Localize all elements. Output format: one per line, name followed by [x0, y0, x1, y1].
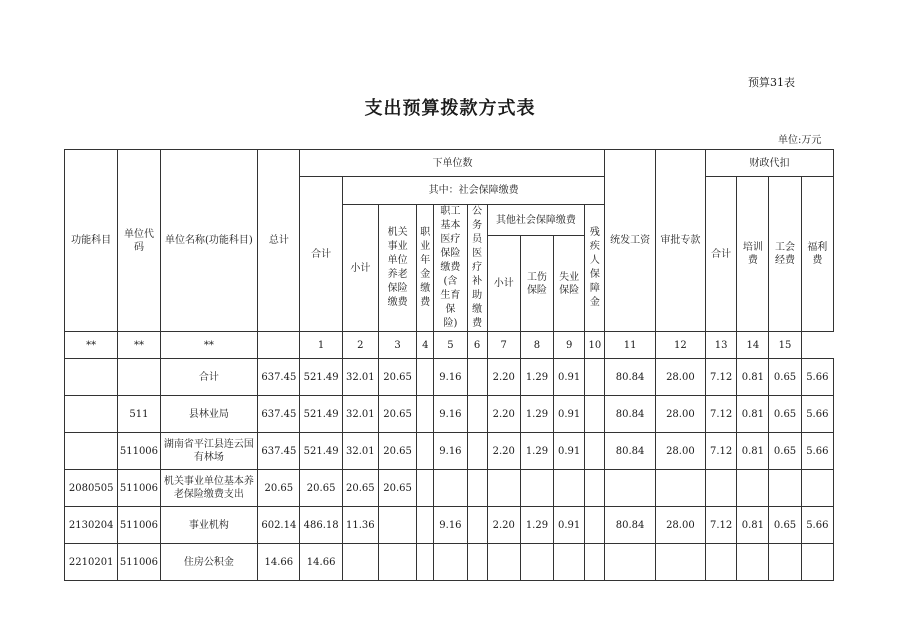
- table-cell: 20.65: [258, 470, 300, 507]
- header-annuity: 职业年金缴费: [417, 205, 434, 332]
- table-cell: [769, 544, 801, 581]
- table-cell: 486.18: [300, 507, 342, 544]
- table-cell: 637.45: [258, 359, 300, 396]
- table-cell: 5.66: [801, 359, 833, 396]
- table-cell: 32.01: [342, 396, 378, 433]
- table-cell: 20.65: [300, 470, 342, 507]
- table-cell: [585, 433, 605, 470]
- table-cell: 9.16: [434, 507, 467, 544]
- table-row: [65, 359, 834, 396]
- table-cell: 32.01: [342, 433, 378, 470]
- table-cell: [378, 544, 416, 581]
- table-cell: [467, 507, 487, 544]
- table-cell: [118, 359, 160, 396]
- table-cell: 0.91: [554, 433, 585, 470]
- header-pension: 机关事业单位养老保险缴费: [378, 205, 416, 332]
- table-cell: 0.65: [769, 359, 801, 396]
- index-cell: [258, 332, 300, 359]
- table-cell: 7.12: [706, 396, 737, 433]
- table-cell: 20.65: [378, 470, 416, 507]
- table-cell: [520, 544, 553, 581]
- table-cell: 9.16: [434, 433, 467, 470]
- index-cell: 1: [300, 332, 342, 359]
- table-cell: [487, 470, 520, 507]
- header-welfare: 福利费: [801, 177, 833, 332]
- table-cell: 511006: [118, 433, 160, 470]
- table-cell: 637.45: [258, 396, 300, 433]
- budget-table: [64, 149, 834, 581]
- index-cell: 11: [605, 332, 655, 359]
- table-cell: [706, 544, 737, 581]
- index-cell: 8: [520, 332, 553, 359]
- table-cell: [585, 507, 605, 544]
- table-cell: 7.12: [706, 507, 737, 544]
- table-body: [65, 359, 834, 581]
- unit-label: 单位:万元: [778, 135, 822, 146]
- table-cell: 5.66: [801, 433, 833, 470]
- table-cell: 28.00: [655, 507, 705, 544]
- table-cell: 28.00: [655, 396, 705, 433]
- table-cell: 1.29: [520, 359, 553, 396]
- table-cell: 0.81: [737, 433, 769, 470]
- table-cell: 0.91: [554, 396, 585, 433]
- header-total: 总计: [258, 150, 300, 332]
- header-unemployment: 失业保险: [554, 236, 585, 332]
- table-cell: [417, 433, 434, 470]
- table-row: [65, 470, 834, 507]
- table-cell: 521.49: [300, 433, 342, 470]
- header-unit-code: 单位代码: [118, 150, 160, 332]
- header-medical: 职工基本医疗保险缴费(含生育保险): [434, 205, 467, 332]
- table-cell: 2080505: [65, 470, 118, 507]
- table-cell: 0.81: [737, 396, 769, 433]
- table-cell: [706, 470, 737, 507]
- index-cell: 9: [554, 332, 585, 359]
- table-cell: 511006: [118, 470, 160, 507]
- table-cell: [417, 396, 434, 433]
- table-cell: 20.65: [378, 396, 416, 433]
- header-fw-total: 合计: [706, 177, 737, 332]
- table-cell: 11.36: [342, 507, 378, 544]
- table-cell: 2210201: [65, 544, 118, 581]
- table-cell: [487, 544, 520, 581]
- header-func-code: 功能科目: [65, 150, 118, 332]
- header-disability: 残疾人保障金: [585, 205, 605, 332]
- table-cell: [417, 507, 434, 544]
- table-cell: 2130204: [65, 507, 118, 544]
- table-cell: [801, 470, 833, 507]
- table-cell: [655, 544, 705, 581]
- table-cell: [554, 470, 585, 507]
- table-cell: 县林业局: [160, 396, 258, 433]
- index-cell: 14: [737, 332, 769, 359]
- header-ss-subtotal: 小计: [342, 205, 378, 332]
- form-number: 预算31表: [748, 76, 795, 89]
- index-cell: 13: [706, 332, 737, 359]
- table-cell: [378, 507, 416, 544]
- table-cell: 7.12: [706, 433, 737, 470]
- table-row: [65, 544, 834, 581]
- table-cell: [520, 470, 553, 507]
- table-cell: [434, 470, 467, 507]
- table-cell: [417, 359, 434, 396]
- table-cell: 9.16: [434, 359, 467, 396]
- table-cell: 5.66: [801, 396, 833, 433]
- table-cell: 80.84: [605, 359, 655, 396]
- header-union: 工会经费: [769, 177, 801, 332]
- table-cell: [585, 470, 605, 507]
- table-cell: [467, 544, 487, 581]
- index-cell: 6: [467, 332, 487, 359]
- table-cell: 637.45: [258, 433, 300, 470]
- table-row: [65, 433, 834, 470]
- table-cell: 28.00: [655, 433, 705, 470]
- table-cell: 0.81: [737, 507, 769, 544]
- table-cell: 住房公积金: [160, 544, 258, 581]
- index-cell: **: [65, 332, 118, 359]
- table-cell: 1.29: [520, 433, 553, 470]
- table-cell: [554, 544, 585, 581]
- index-cell: 4: [417, 332, 434, 359]
- header-unified-salary: 统发工资: [605, 150, 655, 332]
- table-cell: [737, 470, 769, 507]
- table-cell: [65, 359, 118, 396]
- table-cell: 20.65: [378, 433, 416, 470]
- table-cell: 0.81: [737, 359, 769, 396]
- table-cell: [467, 359, 487, 396]
- table-cell: 521.49: [300, 396, 342, 433]
- table-cell: [585, 544, 605, 581]
- header-unit-name: 单位名称(功能科目): [160, 150, 258, 332]
- header-civil-medical: 公务员医疗补助缴费: [467, 205, 487, 332]
- table-cell: 0.91: [554, 507, 585, 544]
- index-cell: **: [160, 332, 258, 359]
- table-cell: 80.84: [605, 396, 655, 433]
- index-cell: 2: [342, 332, 378, 359]
- table-cell: 602.14: [258, 507, 300, 544]
- table-cell: 14.66: [258, 544, 300, 581]
- page-title: 支出预算拨款方式表: [364, 98, 536, 119]
- table-cell: 0.65: [769, 396, 801, 433]
- header-special-funds: 审批专款: [655, 150, 705, 332]
- table-cell: [605, 544, 655, 581]
- table-cell: 9.16: [434, 396, 467, 433]
- table-cell: 合计: [160, 359, 258, 396]
- table-cell: 2.20: [487, 433, 520, 470]
- table-cell: [605, 470, 655, 507]
- table-cell: 5.66: [801, 507, 833, 544]
- table-row: [65, 507, 834, 544]
- table-cell: [417, 544, 434, 581]
- table-cell: 机关事业单位基本养老保险缴费支出: [160, 470, 258, 507]
- header-social-security: 其中：社会保障缴费: [342, 177, 605, 205]
- table-cell: 20.65: [342, 470, 378, 507]
- table-cell: 28.00: [655, 359, 705, 396]
- index-cell: 12: [655, 332, 705, 359]
- table-cell: [467, 396, 487, 433]
- table-cell: 1.29: [520, 507, 553, 544]
- table-cell: 2.20: [487, 359, 520, 396]
- table-cell: 2.20: [487, 507, 520, 544]
- index-cell: 3: [378, 332, 416, 359]
- header-lower-units: 下单位数: [300, 150, 605, 177]
- header-other-ss: 其他社会保障缴费: [487, 205, 585, 236]
- table-cell: 80.84: [605, 433, 655, 470]
- table-cell: [65, 396, 118, 433]
- table-cell: 1.29: [520, 396, 553, 433]
- table-cell: 0.65: [769, 507, 801, 544]
- header-injury: 工伤保险: [520, 236, 553, 332]
- table-cell: 20.65: [378, 359, 416, 396]
- table-cell: [467, 433, 487, 470]
- table-cell: 2.20: [487, 396, 520, 433]
- table-cell: 事业机构: [160, 507, 258, 544]
- table-cell: 0.65: [769, 433, 801, 470]
- table-cell: 32.01: [342, 359, 378, 396]
- table-cell: 80.84: [605, 507, 655, 544]
- table-cell: [737, 544, 769, 581]
- table-cell: 521.49: [300, 359, 342, 396]
- table-cell: 511006: [118, 544, 160, 581]
- table-cell: 511006: [118, 507, 160, 544]
- table-row: [65, 396, 834, 433]
- table-cell: 14.66: [300, 544, 342, 581]
- table-cell: [434, 544, 467, 581]
- table-cell: [585, 396, 605, 433]
- table-cell: [417, 470, 434, 507]
- table-cell: [467, 470, 487, 507]
- table-cell: [655, 470, 705, 507]
- table-cell: 511: [118, 396, 160, 433]
- table-cell: [585, 359, 605, 396]
- table-cell: 7.12: [706, 359, 737, 396]
- index-cell: 10: [585, 332, 605, 359]
- index-cell: **: [118, 332, 160, 359]
- index-cell: 7: [487, 332, 520, 359]
- index-cell: 5: [434, 332, 467, 359]
- table-cell: [65, 433, 118, 470]
- header-finance-withhold: 财政代扣: [706, 150, 834, 177]
- header-sub-total: 合计: [300, 177, 342, 332]
- header-training: 培训费: [737, 177, 769, 332]
- index-cell: 15: [769, 332, 801, 359]
- header-other-subtotal: 小计: [487, 236, 520, 332]
- column-index-row: [65, 332, 834, 359]
- table-cell: [769, 470, 801, 507]
- table-cell: 0.91: [554, 359, 585, 396]
- table-cell: [342, 544, 378, 581]
- table-cell: [801, 544, 833, 581]
- table-cell: 湖南省平江县连云国有林场: [160, 433, 258, 470]
